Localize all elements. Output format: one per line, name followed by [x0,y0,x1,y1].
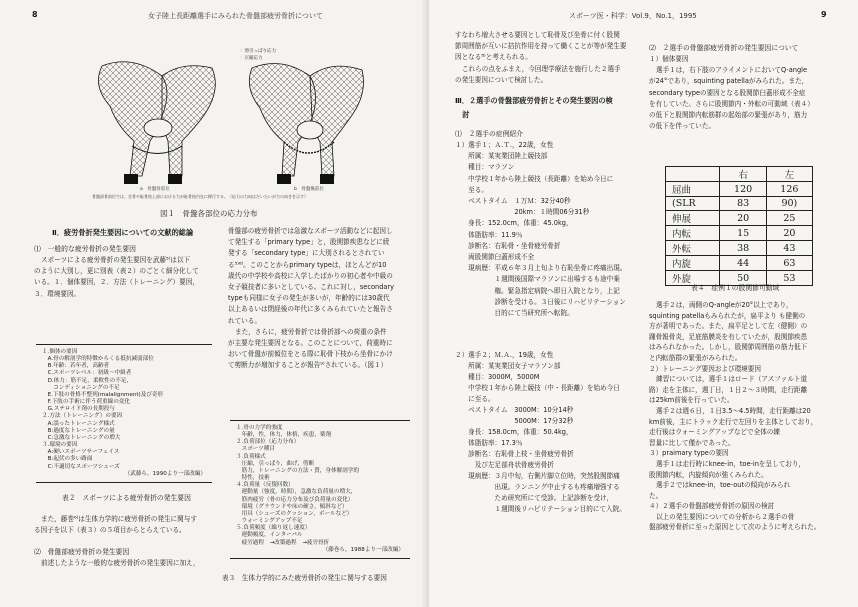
text-line: 踵骨報骨炎，足底筋膜炎を有していたが，股関節疾患 [649,332,808,341]
col2-subheading: ３）praimary typeの要因 [649,449,729,458]
table-cell: (SLR [666,197,720,211]
left-page-number: 8 [32,10,38,19]
table-3-line: 環境（グラウンドや床の硬さ，傾斜など） [236,503,348,510]
table-cell: 外転 [666,241,720,256]
text-line: 選手２は週６日，１日3.5～4.5時間，走行距離は20 [656,406,811,415]
figure-1-caption: 図１ 骨盤各部位の応力分布 [160,209,258,218]
table-cell: 63 [766,256,812,271]
col2-subheading: １）個体要因 [649,55,689,63]
text-line: 習量に比して僅かであった。 [649,438,735,447]
text-line: のように大別し，更に別表（表２）のごとく細分化して [34,267,199,276]
section-3-title-line: 討 [455,110,470,120]
text-line: スポーツによる疲労骨折の発生要因を武藤⁵⁾は以下 [41,256,191,264]
right-col-2-bottom [649,300,853,533]
text-line: いる。１．個体要因，２．方法（トレーニング）要因， [34,278,199,287]
player-1-line: 至る。 [455,185,488,194]
player-2-line: １週間後リハビリテーション目的にて入院。 [455,505,626,513]
pelvis-a [98,62,215,184]
text-line: て剪断力が増加することが報告⁹⁾されている。（図１） [228,361,388,370]
text-line: が主要な発生要因となる。このことについて，荷重時に [228,339,393,348]
subsection-1-title: ⑴ 一般的な疲労骨折の発生要因 [34,245,136,253]
player-2-line: 中学校１年から陸上競技（中・長距離）を始め今日 [455,384,620,392]
text-line: squinting patellaもみられたが，扁平より も健側の [649,311,806,320]
table-cell: 屈曲 [666,182,720,197]
table-2-line: F.下肢の手術に伴う荷重線の変化 [42,399,131,406]
table-2-line: C:急激なトレーニングの増大 [42,434,121,441]
player-1-line: 所属：某実業団陸上競技部 [455,152,548,161]
pelvis-b [249,64,363,185]
player-2-line: ため研究所にて受診。上記診断を受け， [455,494,613,502]
table-4 [665,166,813,286]
text-line: と内転筋群の緊張がみられた。 [649,353,742,362]
text-line: 歳代の中学校や高校に入学したばかりの初心者や中級の [228,271,393,280]
table-4-caption: 表４ 症例１の股関節可動域 [691,284,780,292]
table-2-line: E.下肢の骨格不整列(malalignment)及び奇形 [42,391,164,398]
text-line: が24°であり，squinting patellaがみられた。また， [649,77,809,86]
text-line: 女子競技者に多いとしている。これに対し，secondary [228,283,395,292]
section-3-title-line: Ⅲ．２選手の骨盤部疲労骨折とその発生要因の検 [455,96,613,106]
text-line: は25km前後を行っていた。 [649,396,734,405]
text-line: 股関節内転，内旋傾向が強くみられた。 [649,470,768,479]
figure-1-sub-a: a 骨盤骨前位 [140,187,170,192]
text-line: る⁵⁾⁶⁾。このことからprimary typeは，ほとんどが10 [228,260,387,269]
col2-subheading: ４）２選手の骨盤部疲労骨折の原因の検討 [649,502,775,511]
table-3-line: ４.負荷量（反復回数） [236,482,294,489]
figure-1-sub-b: b 骨盤後前位 [294,187,324,192]
text-line: おいて骨盤が前傾位をとる際に恥骨下枝から坐骨にかけ [228,350,393,359]
text-line: すなわち増大させる要因として恥骨及び坐骨に付く股関 [455,31,620,39]
left-running-head: 女子陸上長距離選手にみられた骨盤部疲労骨折について [148,12,323,20]
player-2-line: 及び左足部舟状骨疲労骨折 [455,461,554,469]
player-1-line: 20km：１時間06分31秒 [455,208,590,217]
table-2-line: A:硬いスポーツサーフェイス [42,449,120,456]
table-cell: 伸展 [666,211,720,226]
text-line: 節周囲筋が互いに拮抗作用を持って働くことが等が発生要 [455,42,627,51]
table-4-header [666,167,813,182]
table-cell: 外旋 [666,271,720,286]
text-line: 選手１は，右下肢のアライメントにおいてQ-angle [656,66,808,75]
player-1-line: 身長：152.0cm，体重：45.0kg， [455,219,573,228]
text-line: km前後，主にトラック走行で左回りを主体としており， [649,417,818,426]
table-3-line: 筋力，トレーニングの方法・質，身体解剖学的 [236,467,359,474]
left-col-1-bottom [34,514,214,570]
table-row [666,211,813,226]
text-line: ３．環境要因。 [34,289,81,298]
text-line: 方が著明であった。また，扁平足として左（健側）の [649,322,808,331]
table-row [666,182,813,197]
table-3 [230,420,410,559]
player-1-line: 権。緊急指定病院へ即日入院となり，上記 [455,286,620,295]
text-line: また，さらに，疲労骨折では骨折部への荷重の条件 [235,327,387,336]
table-3-line: １.骨の力学的強度 [236,425,283,431]
text-line: 選手２は，両側のQ-angleが20°以上であり， [656,301,793,309]
table-3-line: ３.負荷様式 [236,453,266,460]
table-2-caption: 表２ スポーツによる疲労骨折の発生要因 [62,494,191,502]
table-2-line: ２.方法（トレーニング）の要因 [42,413,123,420]
player-2-line: 体脂肪率：17.3％ [455,439,523,447]
table-cell: 15 [720,226,766,241]
player-2-line: 現病歴：３月中旬，右側片脚立位時，突然股関節痛 [455,472,620,480]
player-1-line: ベストタイム １万Ｍ：32分40秒 [455,197,571,206]
text-line: 以上あるいは閉経後の年代に多くみられていたと報告さ [228,305,393,314]
table-2-line: G.ステロイド剤の長期投与 [42,406,115,413]
player-2-line: ２）選手２；Ｍ.Ａ.，19歳，女性 [455,351,554,359]
table-2-line: D.体力：筋不足，柔軟性の不足， [42,377,132,384]
table-cell: 126 [766,182,812,197]
text-line: 因となる⁸⁾と考えられる。 [455,53,532,62]
table-2-line: B:過度なトレーニングの量 [42,427,115,434]
table-cell: 120 [720,182,766,197]
table-cell: 83 [720,197,766,211]
table-3-source: （藤巻ら，1988より一部改編） [322,546,404,553]
text-line: れている。 [228,316,261,325]
table-2-line: B:起伏の多い路面 [42,456,93,463]
figure-1-legend [240,48,276,62]
text-line: る因子を以下（表３）の５項目からとらえている。 [34,526,186,535]
text-line: 前述したような一般的な疲労骨折の発生要因に加え， [41,559,200,568]
right-col-1-player-2 [455,350,641,515]
text-line: typeも同様に女子の発生が多いが，年齢的には30歳代 [228,294,390,303]
table-cell: 25 [766,211,812,226]
table-3-line: ５.負荷頻度（繰り返し速度） [236,525,311,532]
text-line: た。 [649,491,663,500]
right-running-head: スポーツ医・科学：Vol.9，No.1，1995 [569,12,697,20]
player-2-line: 診断名：右恥骨上枝・坐骨疲労骨折 [455,450,574,458]
case-intro-title: ⑴ ２選手の症例紹介 [455,130,523,139]
text-line: はみられなかった。しかし，股関節周囲筋の筋力低下 [649,343,808,352]
table-row [666,256,813,271]
table-row [666,226,813,241]
player-2-line: 所属：某実業団女子マラソン部 [455,362,561,370]
table-row [666,197,813,211]
pelvis-stress-diagram [62,46,382,196]
left-col-2 [228,226,414,372]
player-1-line: 診断を受ける。３日後にリハビリテーション [455,297,626,306]
text-line: 路）走を主体に，週丁日，１日２～３時間，走行距離 [649,385,808,394]
table-3-line: 圧縮，引っぱり，曲げ，剪断 [236,460,315,467]
table-2-line: C:不適切なスポーツシューズ [42,463,120,470]
figure-1 [62,46,382,201]
table-4-header-cell [666,167,720,182]
col2-subheading: ２）トレーニング要因および環境要因 [649,364,761,373]
table-cell: 38 [720,241,766,256]
subsection-2-title: ⑵ 骨盤部疲労骨折の発生要因 [34,548,130,557]
table-3-line: ２.負荷部位（応力分布） [236,439,300,446]
table-3-line: 年齢，性，体力，体格，疾患，薬剤 [236,432,332,439]
table-4-header-cell: 右 [720,167,766,182]
text-line: 走行後はウォーミングアップなどで全体の練 [649,428,781,437]
player-1-line: 両股関節臼蓋形成不全 [455,253,535,262]
table-2-line: C.スポーツレベル：初級～中級者 [42,370,132,377]
table-3-line: 筋肉疲労（骨の応力分布及び負荷量の変化） [236,496,354,503]
right-col-2-top [649,42,849,132]
table-2-line: コンディショニングの不足 [42,384,120,391]
text-line: の低下を伴っていた。 [649,122,715,131]
player-1-line: １週間後国際マラソンに出場するも途中棄 [455,275,620,284]
right-page-number: 9 [821,10,827,19]
table-cell: 44 [720,256,766,271]
player-2-line: 種目：3000M，5000M [455,373,540,381]
col2-heading: ⑵ ２選手の骨盤部疲労骨折の発生要因について [649,44,799,52]
table-2-line: B.年齢：若年者，高齢者 [42,363,110,370]
table-cell: 90) [766,197,812,211]
text-line: 盤部疲労骨折に至った原因として次のように考えられた。 [649,523,821,532]
table-cell: 20 [766,226,812,241]
table-3-line: 運動頻度，インターバル [236,532,303,539]
table-3-line: 疲労過程 →改築過程 →疲労骨折 [236,539,330,546]
player-1-line: 目的にて当研究所へ転院。 [455,309,574,318]
text-line: の低下と股関節内転筋群の起始部の緊張があり，筋力 [649,111,808,120]
section-2-title: Ⅱ．疲労骨折発生要因についての文献的総論 [52,228,194,237]
table-3-line: 運動量（強度，時間），急激な負荷量の増大， [236,489,357,496]
player-1-line: １）選手１；Ａ.Ｔ.，22歳，女性 [455,141,554,150]
table-2-line: A.骨の解剖学的特徴からくる抵抗減弱部位 [42,356,154,363]
text-line: secondary typeの要因となる股関節臼蓋形成不全症 [649,88,806,97]
player-1-line: 体脂肪率：11.9％ [455,230,523,239]
table-cell: 43 [766,241,812,256]
legend-tension: ：剪引っぱり応力 [240,49,276,54]
text-line: て発生する「primary type」と，股関節疾患などに続 [228,238,390,247]
text-line: 骨盤部の疲労骨折では急激なスポーツ活動などに起因し [228,227,393,235]
player-1-line: 種目：マラソン [455,163,515,172]
text-line: 選手２ではknee-in，toe-outの傾向がみられ [656,481,791,490]
table-cell: 内旋 [666,256,720,271]
table-2-line: ３.環境の要因 [42,442,78,449]
text-line: これらの点をふまえ，今回理学療法を施行した２選手 [462,64,621,73]
right-col-1 [455,30,641,319]
text-line: 練習については，選手１はロード（アスファルト道 [656,375,808,384]
table-cell: 20 [720,211,766,226]
table-2-source: （武藤ら，1990より一部改編） [124,470,206,477]
player-2-line: 身長：158.0cm，体重：50.4kg， [455,428,573,436]
left-col-1 [34,226,214,300]
table-3-line: スポーツ種目 [236,446,275,453]
table-2-line: A:誤ったトレーニング様式 [42,420,115,427]
text-line: 選手１は走行時にknee-in，toe-inを呈しており， [656,459,806,468]
table-4-header-cell: 左 [766,167,812,182]
table-row [666,241,813,256]
player-2-line: ベストタイム 3000M：10分14秒 [455,406,574,414]
player-2-line: 5000M：17分32秒 [455,417,574,425]
player-2-line: に至る。 [455,395,495,403]
table-3-line: ウォーミングアップ不足 [236,518,303,525]
table-cell: 内転 [666,226,720,241]
table-cell: 53 [766,271,812,286]
text-line: また，藤巻⁶⁾は生体力学的に疲労骨折の発生に関与す [41,515,197,523]
text-line: 発する「secondary type」に大別されるとされてい [228,249,385,258]
figure-1-note: 骨盤部骨前位では、坐骨や恥骨枝上部における力が恥骨枝内在に移行する。（応力の力向はだいたいが力の向きを示す） [92,194,308,199]
player-1-line: 診断名：右恥骨・坐骨疲労骨折 [455,241,561,250]
table-3-line: 用具（シューズのクッション，ボールなど） [236,510,353,517]
text-line: 以上の発生要因についての分析から２選手の骨 [656,512,795,521]
table-3-line: 特性，技術 [236,475,270,482]
table-2 [36,344,212,483]
player-2-line: 出現。ランニング中止するも疼痛増強する [455,483,620,491]
text-line: を有していた。さらに股関節内・外転の可動域（表４） [649,99,814,108]
table-cell: 50 [720,271,766,286]
text-line: の発生要因について検討した。 [455,75,548,84]
table-3-caption: 表３ 生体力学的にみた疲労骨折の発生に関与する要因 [222,574,387,582]
table-2-line: １.個体の要因 [42,349,78,355]
player-1-line: 中学校１年から陸上競技（長距離）を始め今日に [455,174,614,183]
player-1-line: 現病歴：平成６年３月上旬より右恥坐骨に疼痛出現。 [455,264,627,273]
legend-compression: ：圧縮応力 [240,56,263,61]
right-page [429,0,858,607]
section-3-title [455,94,641,122]
